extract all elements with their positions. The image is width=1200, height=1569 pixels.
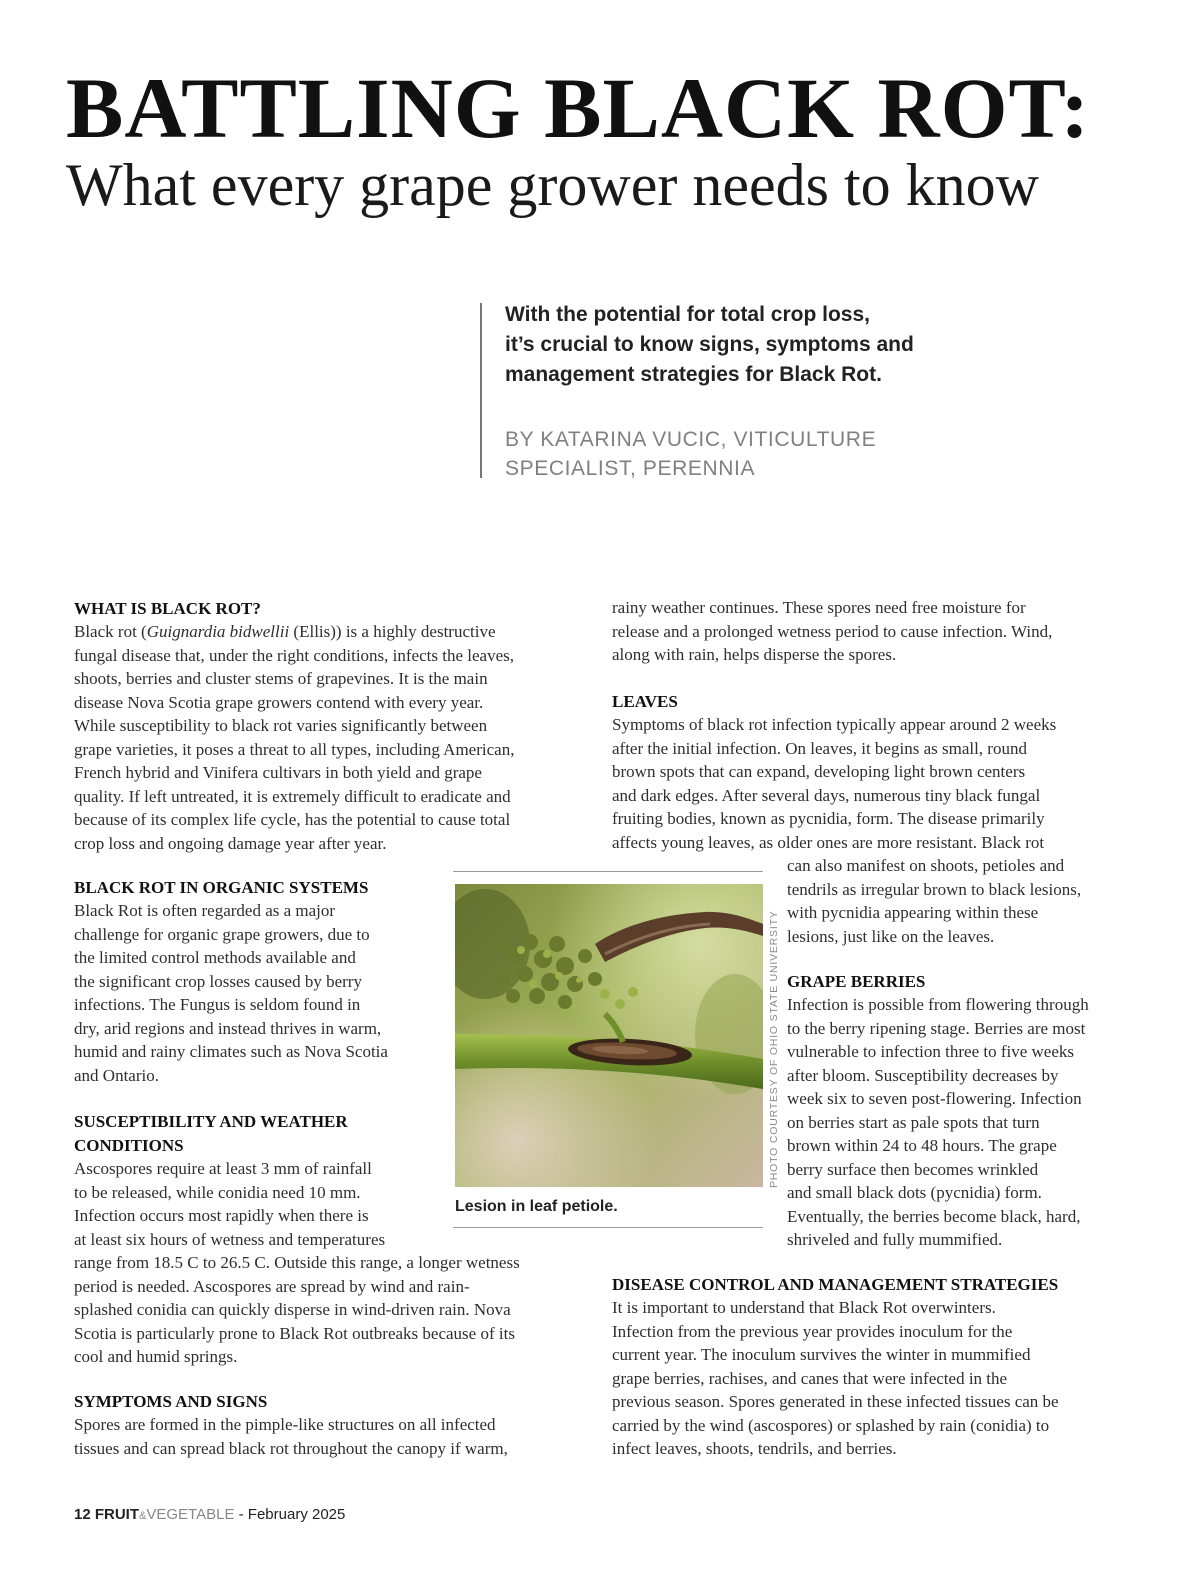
text-span: Black rot (	[74, 622, 147, 641]
heading-leaves	[612, 690, 678, 714]
body-line: week six to seven post-flowering. Infection	[787, 1089, 1082, 1108]
publication-ampersand: &	[139, 1510, 147, 1522]
body-leaves	[612, 713, 1056, 854]
body-line: brown spots that can expand, developing light brown centers	[612, 762, 1026, 781]
body-line: cool and humid springs.	[74, 1347, 238, 1366]
publication-name: FRUIT	[94, 1506, 140, 1523]
body-line: grape varieties, it poses a threat to all types, including American,	[74, 739, 515, 759]
heading-symptoms-and-signs	[74, 1390, 267, 1414]
body-line: Infection is possible from flowering through	[787, 995, 1089, 1014]
heading-what-is-black-rot	[74, 597, 261, 621]
body-line: on berries start as pale spots that turn	[787, 1112, 1040, 1132]
body-line: humid and rainy climates such as Nova Scotia	[74, 1042, 388, 1061]
body-line: shoots, berries and cluster stems of grapevines. It is the main	[74, 669, 488, 688]
body-line: Infection from the previous year provides inoculum for the	[612, 1321, 1013, 1341]
heading-text: CONDITIONS	[74, 1135, 184, 1155]
body-line: vulnerable to infection three to five weeks	[787, 1042, 1074, 1061]
body-line: with pycnidia appearing within these	[787, 903, 1039, 922]
body-line: current year. The inoculum survives the winter in mummified	[612, 1345, 1031, 1364]
body-line: and small black dots (pycnidia) form.	[787, 1183, 1042, 1202]
body-line: carried by the wind (ascospores) or splashed by rain (conidia) to	[612, 1415, 1050, 1435]
body-line: It is important to understand that Black Rot overwinters.	[612, 1298, 996, 1317]
body-line: infections. The Fungus is seldom found in	[74, 995, 361, 1014]
byline-line: SPECIALIST, PERENNIA	[505, 457, 756, 480]
byline-line: BY KATARINA VUCIC, VITICULTURE	[505, 428, 877, 451]
body-line: rainy weather continues. These spores need free moisture for	[612, 598, 1026, 617]
body-line: the significant crop losses caused by berry	[74, 971, 362, 991]
deck-line: it’s crucial to know signs, symptoms and	[505, 333, 914, 356]
body-line: dry, arid regions and instead thrives in warm,	[74, 1018, 382, 1038]
publication-name-rest: VEGETABLE	[146, 1506, 235, 1523]
body-line: French hybrid and Vinifera cultivars in both yield and grape	[74, 763, 482, 782]
body-line: tissues and can spread black rot throughout the canopy if warm,	[74, 1438, 508, 1458]
body-line: crop loss and ongoing damage year after year.	[74, 833, 387, 853]
photo-caption: Lesion in leaf petiole.	[455, 1198, 618, 1215]
issue-date: - February 2025	[234, 1506, 346, 1523]
heading-grape-berries	[787, 970, 925, 994]
page-footer	[74, 1506, 345, 1523]
body-line: because of its complex life cycle, has the potential to cause total	[74, 810, 511, 829]
body-line: previous season. Spores generated in these infected tissues can be	[612, 1392, 1059, 1411]
body-line: period is needed. Ascospores are spread by wind and rain-	[74, 1276, 470, 1296]
body-line: range from 18.5 C to 26.5 C. Outside this range, a longer wetness	[74, 1253, 520, 1272]
body-line: brown within 24 to 48 hours. The grape	[787, 1136, 1057, 1155]
photo-bottom-rule	[453, 1227, 763, 1228]
body-line: grape berries, rachises, and canes that were infected in the	[612, 1368, 1008, 1388]
body-line: Black Rot is often regarded as a major	[74, 901, 336, 920]
body-line: lesions, just like on the leaves.	[787, 926, 995, 946]
body-grape-berries	[787, 993, 1089, 1252]
heading-organic-systems	[74, 876, 368, 900]
body-line: infect leaves, shoots, tendrils, and berries.	[612, 1439, 897, 1458]
deck-line: management strategies for Black Rot.	[505, 363, 882, 386]
heading-text: LEAVES	[612, 692, 678, 711]
body-line: at least six hours of wetness and temperatures	[74, 1229, 386, 1249]
species-name: Guignardia bidwellii	[146, 622, 290, 641]
lesion-photo	[455, 884, 763, 1187]
body-line: to be released, while conidia need 10 mm.	[74, 1182, 361, 1202]
body-line: Eventually, the berries become black, hard,	[787, 1206, 1081, 1226]
body-line: to the berry ripening stage. Berries are most	[787, 1018, 1086, 1038]
body-symptoms-and-signs	[74, 1413, 508, 1460]
body-line: and dark edges. After several days, numerous tiny black fungal	[612, 785, 1041, 805]
body-symptoms-continued	[612, 596, 1052, 667]
body-line	[74, 620, 514, 644]
heading-disease-control	[612, 1273, 1058, 1297]
body-leaves-wrap	[787, 854, 1081, 948]
deck-divider	[480, 303, 482, 478]
body-line: challenge for organic grape growers, due to	[74, 924, 370, 944]
body-line: Ascospores require at least 3 mm of rainfall	[74, 1159, 372, 1178]
body-line: Scotia is particularly prone to Black Rot outbreaks because of its	[74, 1323, 515, 1343]
body-line: after the initial infection. On leaves, it begins as small, round	[612, 738, 1027, 758]
body-line: shriveled and fully mummified.	[787, 1230, 1003, 1249]
body-line: after bloom. Susceptibility decreases by	[787, 1065, 1059, 1085]
page-number: 12	[74, 1506, 91, 1523]
body-line: tendrils as irregular brown to black lesions,	[787, 879, 1082, 899]
body-line: berry surface then becomes wrinkled	[787, 1159, 1039, 1179]
article-subtitle: What every grape grower needs to know	[66, 152, 1039, 218]
body-line: along with rain, helps disperse the spores.	[612, 645, 897, 664]
body-line: the limited control methods available and	[74, 948, 356, 967]
article-deck	[505, 300, 965, 390]
body-line: can also manifest on shoots, petioles and	[787, 856, 1065, 875]
heading-text: SUSCEPTIBILITY AND WEATHER	[74, 1112, 348, 1131]
body-line: fruiting bodies, known as pycnidia, form. The disease primarily	[612, 809, 1045, 828]
body-line: fungal disease that, under the right conditions, infects the leaves,	[74, 645, 514, 665]
text-span: (Ellis)) is a highly destructive	[289, 622, 496, 641]
heading-text: WHAT IS BLACK ROT?	[74, 599, 261, 618]
heading-text: GRAPE BERRIES	[787, 972, 926, 991]
heading-susceptibility	[74, 1110, 348, 1157]
heading-text: SYMPTOMS AND SIGNS	[74, 1392, 268, 1411]
body-line: release and a prolonged wetness period to cause infection. Wind,	[612, 621, 1053, 641]
body-what-is-black-rot	[74, 620, 514, 855]
heading-text: DISEASE CONTROL AND MANAGEMENT STRATEGIES	[612, 1275, 1059, 1294]
body-line: disease Nova Scotia grape growers contend with every year.	[74, 692, 484, 712]
photo-top-rule	[453, 871, 763, 872]
photo-credit: PHOTO COURTESY OF OHIO STATE UNIVERSITY	[768, 910, 780, 1188]
body-line: splashed conidia can quickly disperse in wind-driven rain. Nova	[74, 1300, 511, 1319]
grapevine-petiole-illustration	[455, 884, 763, 1187]
body-line: Symptoms of black rot infection typically appear around 2 weeks	[612, 715, 1057, 734]
body-line: affects young leaves, as older ones are more resistant. Black rot	[612, 832, 1045, 852]
body-line: and Ontario.	[74, 1065, 159, 1085]
body-disease-control	[612, 1296, 1059, 1461]
deck-line: With the potential for total crop loss,	[505, 303, 870, 326]
body-line: quality. If left untreated, it is extremely difficult to eradicate and	[74, 786, 511, 806]
body-susceptibility	[74, 1157, 520, 1369]
article-title: BATTLING BLACK ROT:	[66, 60, 1091, 156]
body-line: Infection occurs most rapidly when there is	[74, 1206, 369, 1225]
body-organic-systems	[74, 899, 388, 1087]
body-line: While susceptibility to black rot varies significantly between	[74, 716, 488, 735]
body-line: Spores are formed in the pimple-like structures on all infected	[74, 1415, 496, 1434]
heading-text: BLACK ROT IN ORGANIC SYSTEMS	[74, 878, 369, 897]
byline	[505, 425, 965, 483]
